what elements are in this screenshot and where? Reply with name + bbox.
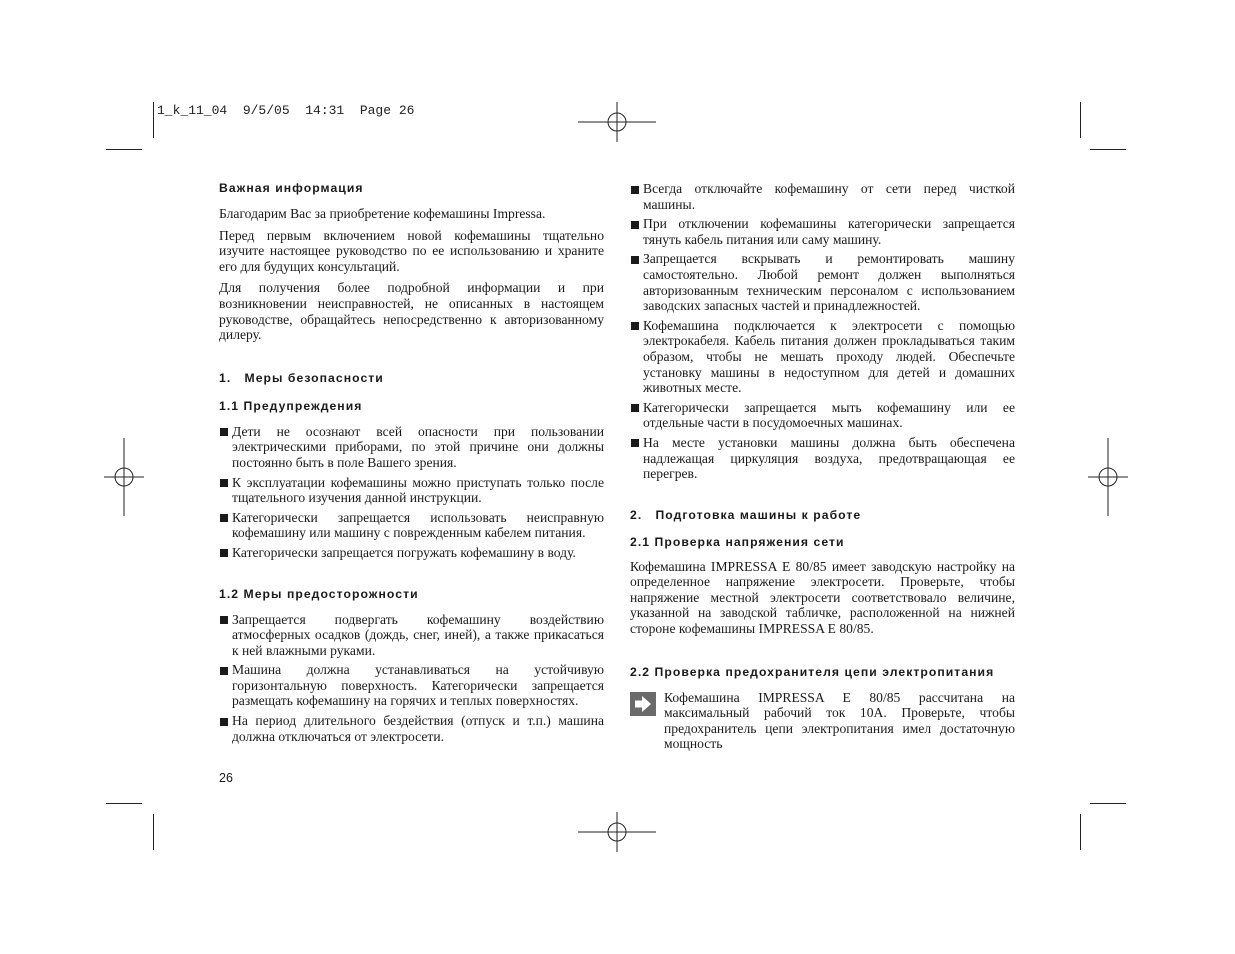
crosshair-icon — [104, 438, 144, 516]
list-item: На период длительного бездействия (отпуск и т.п.) машина должна отключаться от электросети. — [219, 713, 604, 744]
right-column — [630, 181, 1015, 752]
print-slug-line: 1_k_11_04 9/5/05 14:31 Page 26 — [157, 103, 415, 118]
list-item: Запрещается вскрывать и ремонтировать машину самостоятельно. Любой ремонт должен выполняться авторизованным техническим персоналом с использованием заводских запасных частей и принадлежностей. — [630, 251, 1015, 313]
crop-mark — [106, 149, 142, 150]
section-2-heading: 2. Подготовка машины к работе — [630, 507, 862, 522]
subsection-2-2-heading: 2.2 Проверка предохранителя цепи электропитания — [630, 664, 995, 679]
arrow-right-icon — [630, 692, 656, 716]
section-1-heading: 1. Меры безопасности — [219, 370, 384, 385]
list-item: Дети не осознают всей опасности при пользовании электрическими приборами, по этой причине они должны постоянно быть в поле Вашего зрения. — [219, 424, 604, 471]
list-item: Запрещается подвергать кофемашину воздействию атмосферных осадков (дождь, снег, иней), а также прикасаться к ней влажными руками. — [219, 612, 604, 659]
intro-paragraph: Для получения более подробной информации и при возникновении неисправностей, не описанных в настоящем руководстве, обращайтесь непосредственно к авторизованному дилеру. — [219, 280, 604, 343]
list-item: Категорически запрещается погружать кофемашину в воду. — [219, 545, 604, 561]
list-item: Машина должна устанавливаться на устойчивую горизонтальную поверхность. Категорически запрещается размещать кофемашину на горячих и теплых поверхностях. — [219, 662, 604, 709]
crop-mark — [106, 803, 142, 804]
subsection-1-2-heading: 1.2 Меры предосторожности — [219, 586, 419, 601]
intro-paragraph: Благодарим Вас за приобретение кофемашины Impressa. — [219, 206, 546, 221]
crosshair-icon — [1088, 438, 1128, 516]
fuse-note — [630, 690, 1015, 752]
crop-mark — [153, 814, 154, 850]
intro-paragraph: Перед первым включением новой кофемашины тщательно изучите настоящее руководство по ее использованию и храните его для будущих консультаций. — [219, 227, 604, 274]
crop-mark — [1090, 149, 1126, 150]
fuse-note-text: Кофемашина IMPRESSA E 80/85 рассчитана на максимальный рабочий ток 10A. Проверьте, чтобы предохранитель цепи электропитания имел достаточную мощность — [664, 689, 1015, 752]
left-column — [219, 181, 604, 744]
list-item: Всегда отключайте кофемашину от сети перед чисткой машины. — [630, 181, 1015, 212]
crop-mark — [1090, 803, 1126, 804]
list-item: При отключении кофемашины категорически запрещается тянуть кабель питания или саму машину. — [630, 216, 1015, 247]
crop-mark — [1080, 814, 1081, 850]
page-number: 26 — [219, 771, 233, 785]
subsection-1-1-heading: 1.1 Предупреждения — [219, 398, 363, 413]
crop-mark — [1080, 102, 1081, 138]
warnings-list — [219, 424, 604, 561]
crop-mark — [153, 102, 154, 138]
safety-list-continued — [630, 181, 1015, 482]
voltage-check-paragraph: Кофемашина IMPRESSA E 80/85 имеет заводскую настройку на определенное напряжение электросети. Проверьте, чтобы напряжение местной электросети соответствовало величине, указанной на заводской табличке, расположенной на нижней стороне кофемашины IMPRESSA E 80/85. — [630, 558, 1015, 637]
list-item: Категорически запрещается использовать неисправную кофемашину или машину с поврежденным кабелем питания. — [219, 510, 604, 541]
crosshair-icon — [578, 102, 656, 142]
precautions-list — [219, 612, 604, 745]
crosshair-icon — [578, 812, 656, 852]
list-item: К эксплуатации кофемашины можно приступать только после тщательного изучения данной инструкции. — [219, 475, 604, 506]
list-item: Категорически запрещается мыть кофемашину или ее отдельные части в посудомоечных машинах. — [630, 400, 1015, 431]
subsection-2-1-heading: 2.1 Проверка напряжения сети — [630, 534, 845, 549]
list-item: На месте установки машины должна быть обеспечена надлежащая циркуляция воздуха, предотвращающая ее перегрев. — [630, 435, 1015, 482]
important-info-heading: Важная информация — [219, 181, 364, 195]
list-item: Кофемашина подключается к электросети с помощью электрокабеля. Кабель питания должен прокладываться таким образом, чтобы не мешать проходу людей. Обеспечьте установку машины в недоступном для детей и домашних животных месте. — [630, 318, 1015, 396]
